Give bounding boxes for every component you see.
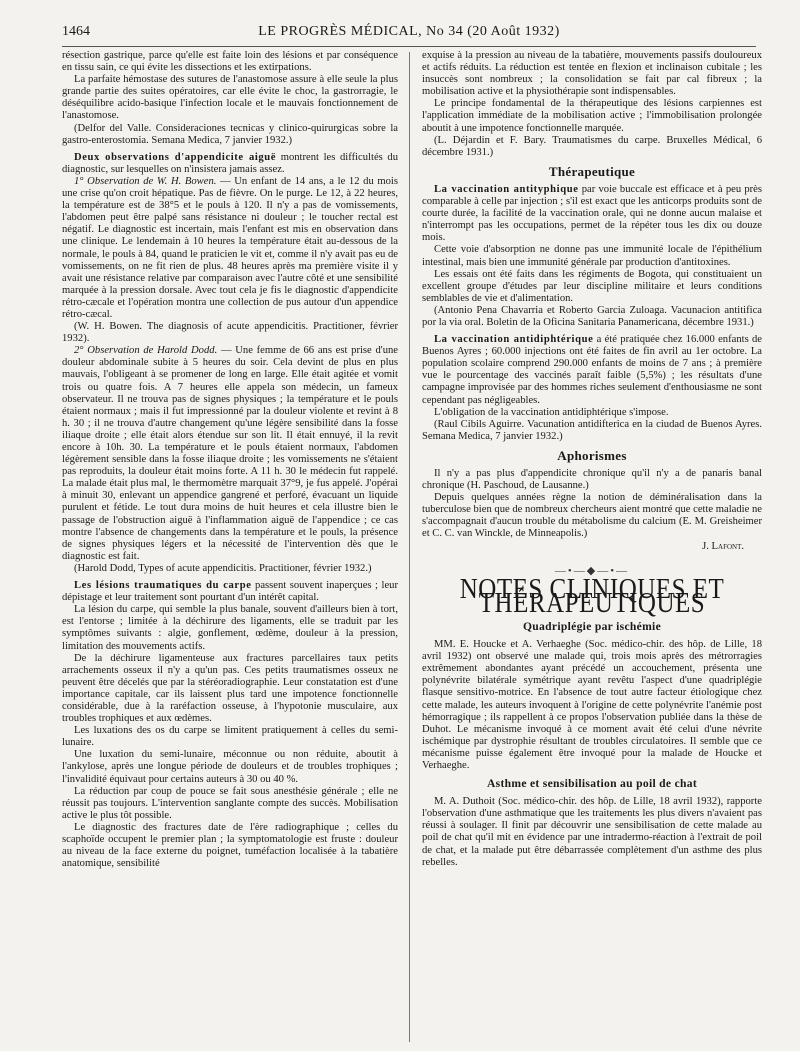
ornament-divider: —•—◆—•— <box>554 564 630 577</box>
signature: J. Lafont. <box>702 540 744 552</box>
citation: (L. Déjardin et F. Bary. Traumatismes du carpe. Bruxelles Médical, 6 décembre 1931.) <box>422 134 762 158</box>
paragraph: M. A. Duthoit (Soc. médico-chir. des hôp. de Lille, 18 avril 1932), rapporte l'observation d'une asthmatique que les traitements les plus divers n'avaient pas réussi à soulager. Il finit par découvrir une sensibilisation de cette malade au poil de chat qu'il mit en évidence par une intradermo-réaction à l'extrait de poil de chat, et la malade put être débarrassée complètement d'un asthme des plus rebelles. <box>422 796 762 868</box>
paragraph: La lésion du carpe, qui semble la plus banale, souvent d'ailleurs bien à tort, est l'entorse ; limitée à la déchirure des ligaments, elle se traduit par les symptômes suivants : algie, gonflement, œdème, douleur à la pression, limitation des mouvements actifs. <box>62 604 398 652</box>
paragraph: 2° Observation de Harold Dodd. — Une femme de 66 ans est prise d'une douleur abdominale subite à 5 heures du soir. Cela devint de plus en plus mauvais, l'obligeant à se promener de long en large. Elle était agitée et vomit trois ou quatre fois. A 7 heures elle appela son médecin, un fameux observateur. Il ne trouva pas de signes physiques ; la température et le pouls étaient normaux ; mais il fut impressionné par la douleur violente et revint à 8 h. 30 ; il ne trouva d'autre changement qu'une légère sensibilité dans la fosse iliaque droite ; elle était alors étendue sur son lit. Il était ennuyé, il la revit encore à 10h. 30. La température et le pouls étaient normaux, l'abdomen légèrement sensible dans la fosse iliaque droite ; les vomissements ne s'étaient pas reproduits, la douleur était moins forte. A 11 h. 30 le médecin fut rappelé. La malade était plus mal, le thermomètre marquait 37°9, je fus appelé. J'opérai à minuit 30, enlevant un appendice gangrené et perforé, évacuant un liquide purulent et fétide. Le tout dura moins de huit heures et cela illustre bien le passage de l'obstruction aiguë à l'inflammation aiguë de l'appendice ; ce cas montre l'absence de changements dans la température et le pouls, la présence de signes physiques légers et la nécessité de l'intervention dès que le diagnostic est fait. <box>62 345 398 562</box>
paragraph: La réduction par coup de pouce se fait sous anesthésie générale ; elle ne réussit pas toujours. L'intervention sanglante compte des succès. Mobilisation active le plus tôt possible. <box>62 785 398 821</box>
paragraph: 1° Observation de W. H. Bowen. — Un enfant de 14 ans, a le 12 du mois une crise qu'on croit hépatique. Pas de fièvre. On le purge. Le 12, à 22 heures, la température est de 38°5 et le pouls à 120. Il n'y a pas de vomissements, l'abdomen peut être palpé sans résistance ni douleur ; le toucher rectal est négatif. Le diagnostic est incertain, mais l'enfant est mis en observation dans une clinique. Le lendemain à 10 heures la température était au-dessous de la normale, le pouls à 84, quand le praticien le vit et, comme il n'y avait pas eu de vomissements, on ne fit rien de plus. 48 heures après ma première visite il y avait une résistance relative par comparaison avec l'autre côté et une sensibilité marquée à la pression dorsale. Avec tout cela je fis le diagnostic d'appendicite rétro-cæcale et l'opération montra une collection de pus autour d'un appendice rétro-cæcal. <box>62 175 398 320</box>
paragraph: La vaccination antidiphtérique a été pratiquée chez 16.000 enfants de Buenos Ayres ; 60.000 injections ont été faites de fin avril au 1er octobre. La population scolaire comprend 290.000 enfants de moins de 7 ans ; à première vue le pourcentage des vaccinés paraît faible (5,5%) ; les résultats d'une campagne improvisée par des hommes riches seulement d'enthousiasme ne sont cependant pas négligeables. <box>422 334 762 406</box>
paragraph: Les luxations des os du carpe se limitent pratiquement à celles du semi-lunaire. <box>62 725 398 749</box>
citation: (W. H. Bowen. The diagnosis of acute appendicitis. Practitioner, février 1932). <box>62 321 398 345</box>
paragraph: Il n'y a pas plus d'appendicite chronique qu'il n'y a de panaris banal chronique (H. Paschoud, de Lausanne.) <box>422 468 762 492</box>
paragraph: Les essais ont été faits dans les régiments de Bogota, qui constituaient un excellent groupe d'études par leur discipline militaire et leurs conditions semblables de vie et d'alimentation. <box>422 268 762 304</box>
item-title: Les lésions traumatiques du carpe <box>74 580 252 592</box>
paragraph: De la déchirure ligamenteuse aux fractures parcellaires taux petits arrachements osseux il n'y a qu'un pas. Ces petits traumatismes osseux ne peuvent être décelés que par la stéréoradiographie. Leur constatation est d'une importance capitale, car ils laissent plus tard une impotence fonctionnelle considérable, due à la raréfaction osseuse, à l'hypotonie musculaire, aux troubles trophiques et aux œdèmes. <box>62 652 398 725</box>
paragraph: MM. E. Houcke et A. Verhaeghe (Soc. médico-chir. des hôp. de Lille, 18 avril 1932) ont observé une malade qui, trois mois après des métrorragies extrêmement abondantes ayant précédé un accouchement, présenta une polynévrite bilatérale symétrique ayant revêtu l'aspect d'une quadriplégie flasque sensitivo-motrice. En l'absence de tout autre facteur étiologique chez cette malade, les auteurs invoquent à l'origine de cette polynévrite l'anémie post hémorragique ; ils rappellent à ce propos l'observation publiée dans la thèse de Duhot. Le mécanisme invoqué à ce moment avait été celui d'une névrite ischémique par dystrophie résultant de troubles circulatoires. Il semble que ce mécanisme puisse également être invoqué pour la malade de Houcke et Verhaeghe. <box>422 639 762 771</box>
citation: (Delfor del Valle. Consideraciones tecnicas y clinico-quirurgicas sobre la gastro-enterostomia. Semana Medica, 7 janvier 1932.) <box>62 122 398 146</box>
page-number: 1464 <box>62 24 90 39</box>
section-heading-therapeutique: Thérapeutique <box>548 163 636 179</box>
subheading: Quadriplégie par ischémie <box>522 619 662 633</box>
paragraph: La parfaite hémostase des sutures de l'anastomose assure à elle seule la plus grande partie des suites opératoires, car elle évite le choc, la gastrorragie, le déséquilibre acido-basique l'infection locale et le mauvais fonctionnement de l'anastomose. <box>62 74 398 122</box>
citation: (Antonio Pena Chavarria et Roberto Garcia Zuloaga. Vacunacion antitifica por la via oral. Boletin de la Oficina Sanitaria Panamericana, décembre 1931.) <box>422 304 762 328</box>
item-title: La vaccination antityphique <box>434 183 579 195</box>
paragraph: exquise à la pression au niveau de la tabatière, mouvements passifs douloureux et actifs réduits. La réduction est tentée en flexion et inclinaison cubitale ; les insuccès sont nombreux ; la consolidation se fait par cal fibreux ; la mobilisation active et la physiothérapie sont indispensables. <box>422 50 762 98</box>
paragraph: Deux observations d'appendicite aiguë montrent les difficultés du diagnostic, sur lesquelles on n'insistera jamais assez. <box>62 151 398 175</box>
observation-title: 1° Observation de W. H. Bowen. <box>74 175 217 187</box>
right-column <box>422 50 762 869</box>
item-title: La vaccination antidiphtérique <box>434 334 594 346</box>
paragraph: Le diagnostic des fractures date de l'ère radiographique ; celles du scaphoïde occupent le premier plan ; la symptomatologie est fruste : douleur au niveau de la face externe du poignet, tuméfaction localisée à la tabatière anatomique, sensibilité <box>62 821 398 870</box>
citation: (Harold Dodd, Types of acute appendicitis. Practitioner, février 1932.) <box>74 562 372 574</box>
paragraph: Une luxation du semi-lunaire, méconnue ou non réduite, aboutit à l'ankylose, après une longue période de douleurs et de troubles trophiques ; l'invalidité équivaut pour certains auteurs à 30 ou 40 %. <box>62 749 398 785</box>
paragraph: résection gastrique, parce qu'elle est faite loin des lésions et par conséquence en tissu sain, ce qui évite les dissections et les extirpations. <box>62 50 398 74</box>
paragraph: Le principe fondamental de la thérapeutique des lésions carpiennes est l'application immédiate de la mobilisation active ; l'immobilisation prolongée aboutit à une impotence fonctionnelle marquée. <box>422 98 762 134</box>
section-heading-aphorismes: Aphorismes <box>557 447 627 463</box>
notes-title: NOTES CLINIQUES ET THÉRAPEUTIQUES <box>459 573 725 619</box>
subheading: Asthme et sensibilisation au poil de chat <box>486 777 698 791</box>
paragraph: Les lésions traumatiques du carpe passent souvent inaperçues ; leur dépistage et leur traitement sont pourtant d'un intérêt capital. <box>62 580 398 604</box>
page-header <box>62 24 756 47</box>
paragraph: Cette voie d'absorption ne donne pas une immunité locale de l'épithélium intestinal, mais bien une immunité générale par production d'antitoxines. <box>422 244 762 268</box>
column-divider <box>409 52 410 1042</box>
paragraph: La vaccination antityphique par voie buccale est efficace et à peu près comparable à celle par injection ; s'il est exact que les anticorps produits sont de courte durée, la facilité de la vaccination orale, qui ne donne aucun malaise et n'interrompt pas les occupations, permet de la répéter tous les dix ou douze mois. <box>422 183 762 244</box>
observation-title: 2° Observation de Harold Dodd. <box>74 345 218 357</box>
citation: (Raul Cibils Aguirre. Vacunation antidifterica en la ciudad de Buenos Ayres. Semana Medica, 7 janvier 1932.) <box>422 418 762 442</box>
running-title: LE PROGRÈS MÉDICAL, No 34 (20 Août 1932) <box>258 24 560 39</box>
left-column <box>62 50 398 870</box>
paragraph: Depuis quelques années règne la notion de déminéralisation dans la tuberculose bien que de nombreux chercheurs aient montré que cette maladie ne s'accompagnait d'aucun trouble du métabolisme du calcium (E. M. Greisheimer et C. C. van Winckle, de Minneapolis.) <box>422 492 762 540</box>
item-title: Deux observations d'appendicite aiguë <box>74 151 277 163</box>
paragraph: L'obligation de la vaccination antidiphtérique s'impose. <box>434 406 669 418</box>
